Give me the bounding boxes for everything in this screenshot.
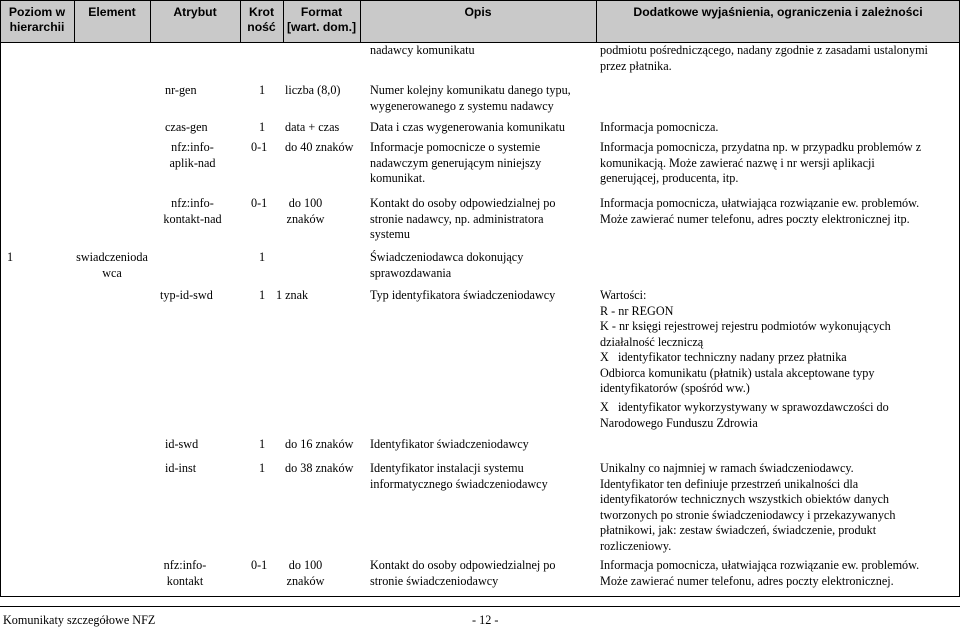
r7-dodatkowe: Wartości: R - nr REGON K - nr księgi rejestrowej rejestru podmiotów wykonujących działalność leczniczą X identyfikator techniczny nadany przez płatnika Odbiorca komunikatu (płatnik) ustala akceptowane typy identyfikatorów (spośród ww.) [600, 288, 891, 395]
r2-atrybut: nr-gen [165, 83, 197, 97]
r6-opis: Świadczeniodawca dokonujący sprawozdawania [370, 250, 524, 280]
r1-opis: nadawcy komunikatu [370, 43, 475, 57]
header-format: Format [wart. dom.] [286, 5, 357, 34]
header-krotnosc: Krot ność [247, 5, 276, 34]
r2-opis: Numer kolejny komunikatu danego typu, wygenerowanego z systemu nadawcy [370, 83, 571, 113]
header-opis: Opis [464, 5, 492, 19]
r9-dodatkowe: Unikalny co najmniej w ramach świadczeniodawcy. Identyfikator ten definiuje przestrzeń unikalności dla identyfikatorów technicznych wszystkich obiektów danych tworzonych po stronie świadczeniodawcy i przekazywanych płatnikowi, jak: zestaw świadczeń, świadczenie, produkt rozliczeniowy. [600, 461, 896, 553]
r8-format: do 16 znaków [285, 437, 354, 451]
r1-dodatkowe: podmiotu pośredniczącego, nadany zgodnie z zasadami ustalonymi przez płatnika. [600, 43, 928, 73]
r5-format: do 100 znaków [286, 196, 325, 226]
r6-element: swiadczenioda wca [76, 250, 148, 280]
r5-opis: Kontakt do osoby odpowiedzialnej po stronie nadawcy, np. administratora systemu [370, 196, 556, 241]
header-dodatkowe: Dodatkowe wyjaśnienia, ograniczenia i zależności [633, 5, 923, 19]
r7-format: 1 znak [276, 288, 309, 302]
footer-title: Komunikaty szczegółowe NFZ [3, 613, 156, 627]
r9-krotnosc: 1 [259, 461, 266, 475]
r9-atrybut: id-inst [165, 461, 197, 475]
r10-element: nfz:info- kontakt [163, 558, 207, 588]
r10-format: do 100 znaków [286, 558, 325, 588]
r8-krotnosc: 1 [259, 437, 266, 451]
r4-krotnosc: 0-1 [251, 140, 268, 154]
r4-element: nfz:info- aplik-nad [169, 140, 216, 170]
r9-opis: Identyfikator instalacji systemu informatycznego świadczeniodawcy [370, 461, 548, 491]
footer-rule [0, 606, 960, 607]
r3-krotnosc: 1 [259, 120, 266, 134]
r4-opis: Informacje pomocnicze o systemie nadawczym generującym niniejszy komunikat. [370, 140, 542, 185]
table-left-border [0, 0, 1, 597]
r8-opis: Identyfikator świadczeniodawcy [370, 437, 529, 451]
header-poziom: Poziom w hierarchii [8, 5, 66, 34]
header-element: Element [88, 5, 136, 19]
table-bottom-border [0, 596, 960, 597]
r4-format: do 40 znaków [285, 140, 354, 154]
table-top-border [0, 0, 960, 1]
header-atrybut: Atrybut [173, 5, 217, 19]
r7-krotnosc: 1 [259, 288, 266, 302]
r7-atrybut: typ-id-swd [160, 288, 213, 302]
r6-krotnosc: 1 [259, 250, 266, 264]
r10-krotnosc: 0-1 [251, 558, 268, 572]
r5-krotnosc: 0-1 [251, 196, 268, 210]
r4-dodatkowe: Informacja pomocnicza, przydatna np. w przypadku problemów z komunikacją. Może zawierać nazwę i nr wersji aplikacji generującej, producenta, itp. [600, 140, 922, 185]
r7-dodatkowe-nfz: X identyfikator wykorzystywany w sprawozdawczości do Narodowego Funduszu Zdrowia [600, 400, 889, 430]
r9-format: do 38 znaków [285, 461, 354, 475]
r7-opis: Typ identyfikatora świadczeniodawcy [370, 288, 556, 302]
r10-dodatkowe: Informacja pomocnicza, ułatwiająca rozwiązanie ew. problemów. Może zawierać numer telefonu, adres poczty elektronicznej. [600, 558, 920, 588]
r3-format: data + czas [285, 120, 340, 134]
r10-opis: Kontakt do osoby odpowiedzialnej po stronie świadczeniodawcy [370, 558, 556, 588]
r3-atrybut: czas-gen [165, 120, 208, 134]
footer-page-number: - 12 - [472, 613, 499, 627]
r2-krotnosc: 1 [259, 83, 266, 97]
r8-atrybut: id-swd [165, 437, 199, 451]
r5-dodatkowe: Informacja pomocnicza, ułatwiająca rozwiązanie ew. problemów. Może zawierać numer telefonu, adres poczty elektronicznej itp. [600, 196, 920, 226]
r3-opis: Data i czas wygenerowania komunikatu [370, 120, 565, 134]
r2-format: liczba (8,0) [285, 83, 341, 97]
r6-poziom: 1 [7, 250, 14, 264]
r3-dodatkowe: Informacja pomocnicza. [600, 120, 719, 134]
r5-element: nfz:info- kontakt-nad [163, 196, 222, 226]
